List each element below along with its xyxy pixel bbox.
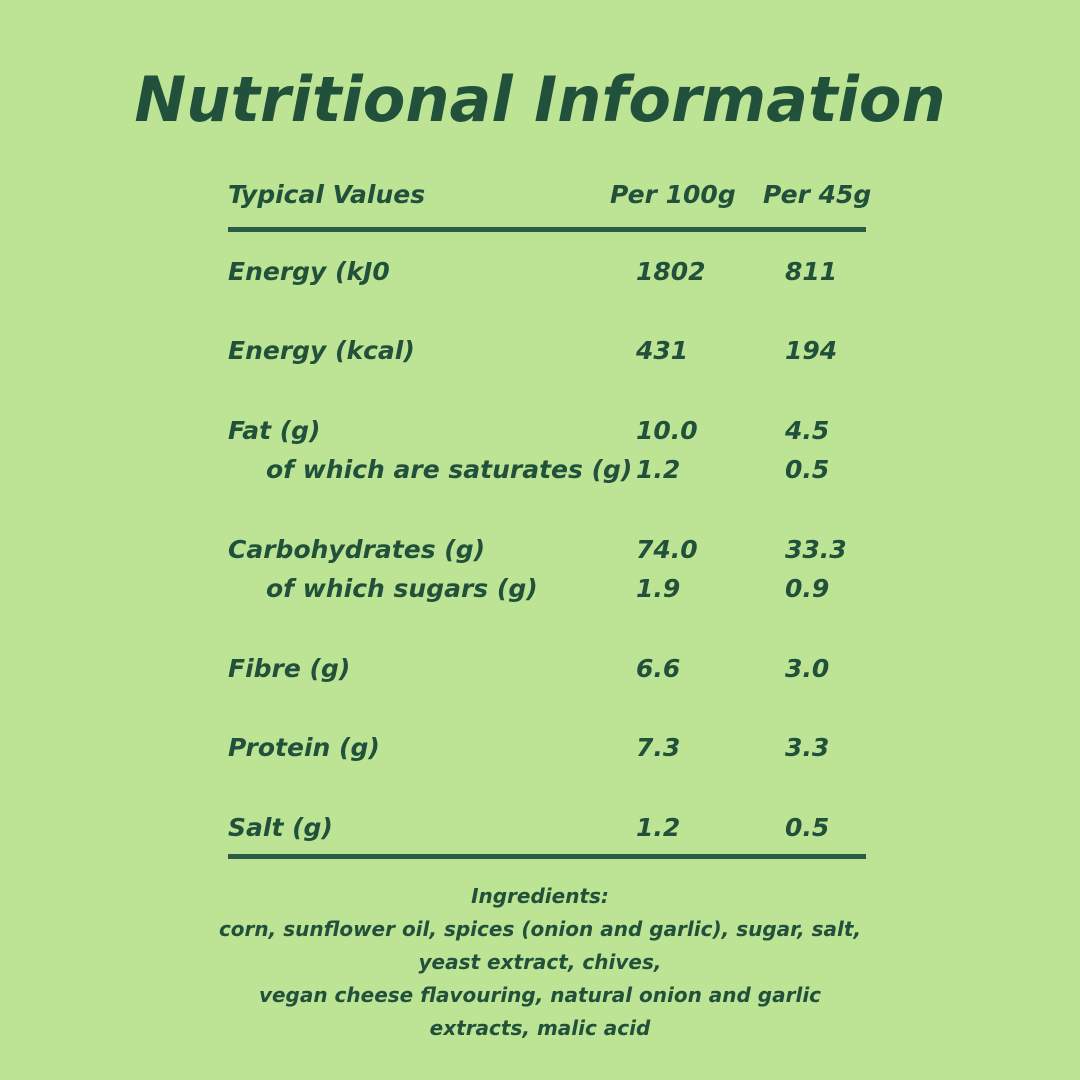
row-label: of which sugars (g) — [266, 574, 538, 603]
header-per-100g: Per 100g — [610, 180, 736, 209]
row-label: Carbohydrates (g) — [228, 535, 486, 564]
ingredients-heading: Ingredients: — [471, 884, 609, 908]
row-per-100g: 10.0 — [636, 416, 698, 445]
header-typical-values: Typical Values — [228, 180, 426, 209]
row-per-100g: 1.9 — [636, 574, 681, 603]
ingredients-line: extracts, malic acid — [429, 1016, 651, 1040]
row-label: Fat (g) — [228, 416, 321, 445]
row-per-45g: 0.9 — [785, 574, 830, 603]
row-label: Energy (kJ0 — [228, 257, 390, 286]
table-header — [228, 175, 872, 215]
table-row — [228, 728, 866, 768]
ingredients-block — [140, 880, 940, 1045]
row-per-100g: 7.3 — [636, 733, 681, 762]
row-per-45g: 0.5 — [785, 813, 830, 842]
row-label: of which are saturates (g) — [266, 455, 633, 484]
row-label: Protein (g) — [228, 733, 380, 762]
row-label: Salt (g) — [228, 813, 333, 842]
row-per-100g: 1802 — [636, 257, 706, 286]
table-row — [228, 530, 866, 570]
row-per-45g: 3.0 — [785, 654, 830, 683]
row-per-45g: 3.3 — [785, 733, 830, 762]
row-per-100g: 1.2 — [636, 455, 681, 484]
bottom-divider — [228, 854, 866, 859]
table-row — [228, 569, 866, 609]
ingredients-line: vegan cheese flavouring, natural onion and garlic — [258, 983, 822, 1007]
top-divider — [228, 227, 866, 232]
row-per-45g: 4.5 — [785, 416, 830, 445]
page-title: Nutritional Information — [134, 63, 946, 136]
row-label: Energy (kcal) — [228, 336, 415, 365]
row-per-100g: 431 — [636, 336, 689, 365]
row-per-45g: 194 — [785, 336, 838, 365]
table-row — [228, 252, 866, 292]
row-per-45g: 0.5 — [785, 455, 830, 484]
ingredients-line: yeast extract, chives, — [418, 950, 662, 974]
row-label: Fibre (g) — [228, 654, 351, 683]
table-row — [228, 649, 866, 689]
table-row — [228, 808, 866, 848]
header-per-45g: Per 45g — [763, 180, 872, 209]
ingredients-line: corn, sunflower oil, spices (onion and garlic), sugar, salt, — [218, 917, 862, 941]
table-row — [228, 450, 866, 490]
row-per-100g: 74.0 — [636, 535, 698, 564]
table-row — [228, 331, 866, 371]
row-per-100g: 6.6 — [636, 654, 681, 683]
row-per-45g: 33.3 — [785, 535, 847, 564]
row-per-45g: 811 — [785, 257, 838, 286]
table-row — [228, 411, 866, 451]
row-per-100g: 1.2 — [636, 813, 681, 842]
